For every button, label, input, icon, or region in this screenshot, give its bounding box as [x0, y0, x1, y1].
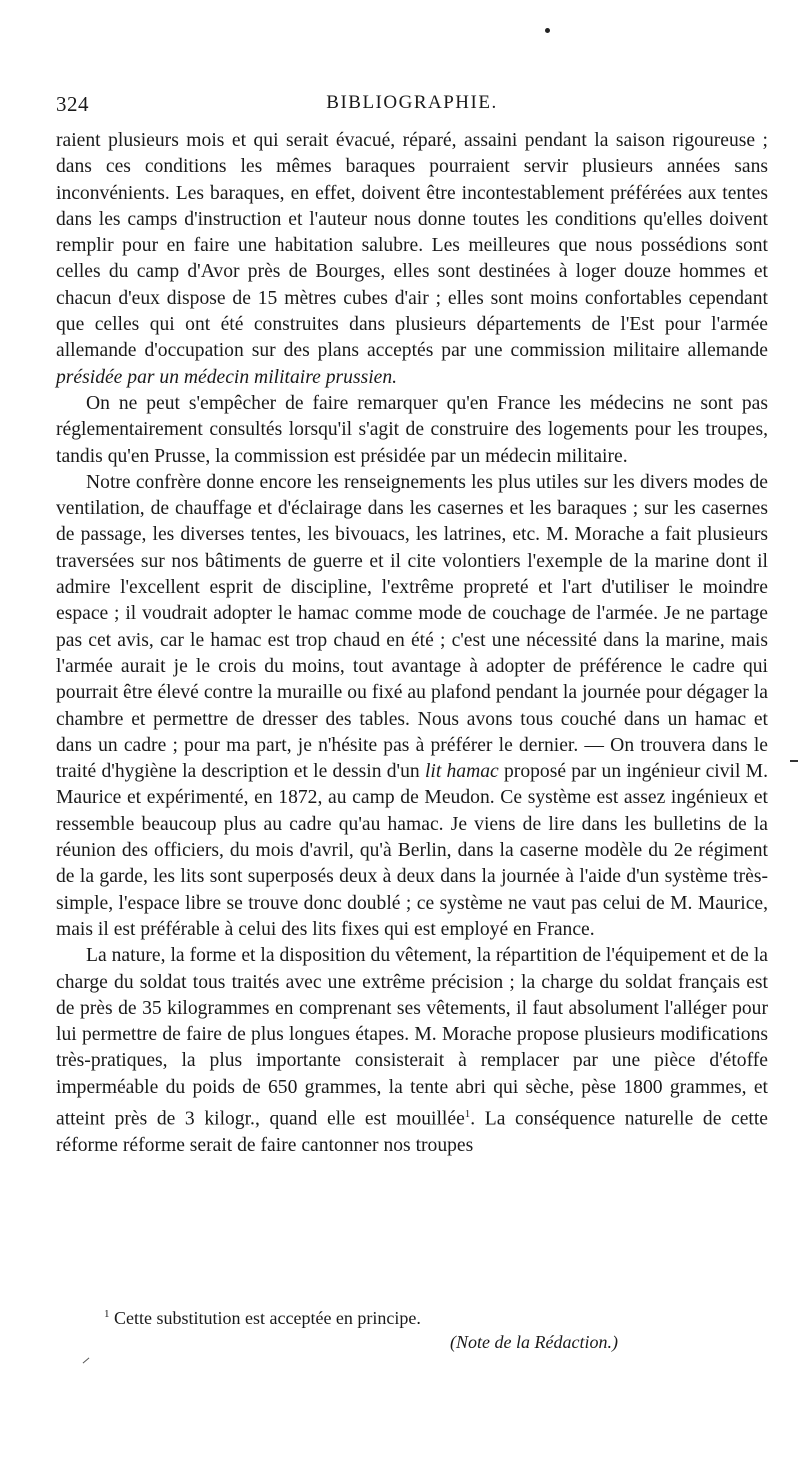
scan-speck — [545, 28, 550, 33]
footnote-marker: 1 — [104, 1308, 110, 1320]
emphasis-text: présidée par un médecin militaire prussien. — [56, 366, 398, 388]
paragraph-text: Notre confrère donne encore les renseignements les plus utiles sur les divers modes de ventilation, de chauffage et d'éclairage dans les casernes et les baraques ; sur les casernes de passage, les diverses tentes, les bivouacs, les latrines, etc. M. Morache a fait plusieurs traversées sur nos bâtiments de guerre et il cite volontiers l'exemple de la marine dont il admire l'excellent esprit de discipline, l'extrême propreté et l'art d'utiliser le moindre espace ; il voudrait adopter le hamac comme mode de couchage de l'armée. Je ne partage pas cet avis, car le hamac est trop chaud en été ; c'est une nécessité dans la marine, mais l'armée aurait je le crois du moins, tout avantage à adopter de préférence le cadre qui pourrait être élevé contre la muraille ou fixé au plafond pendant la journée pour dégager la chambre et permettre de dresser des tables. Nous avons tous couché dans un hamac et dans un cadre ; pour ma part, je n'hésite pas à préférer le dernier. — On trouvera dans le traité d'hygiène la description et le dessin d'un — [56, 471, 768, 783]
paragraph-4 — [56, 943, 768, 1159]
paragraph-text: La nature, la forme et la disposition du vêtement, la répartition de l'équipement et de la charge du soldat tous traités avec une extrême précision ; la charge du soldat français est de près de 35 kilogrammes en comprenant ses vêtements, il faut absolument l'alléger pour lui permettre de faire de plus longues étapes. M. Morache propose plusieurs modifications très-pratiques, la plus importante consisterait à remplacer par une pièce d'étoffe imperméable du poids de 650 grammes, la tente abri qui sèche, pèse 1800 grammes, et atteint près de 3 kilogr., quand elle est mouillée — [56, 945, 768, 1130]
body-text — [56, 128, 768, 1159]
footnote-line — [56, 1302, 768, 1330]
paragraph-text-cont: . La conséquence naturelle de cette réforme réforme serait de faire cantonner nos troupes — [56, 1108, 768, 1156]
footnote — [56, 1302, 768, 1354]
footnote-reference[interactable]: 1 — [464, 1107, 471, 1120]
page-number: 324 — [56, 92, 89, 116]
running-title: BIBLIOGRAPHIE. — [326, 92, 498, 113]
margin-mark — [790, 760, 798, 762]
paragraph-1 — [56, 128, 768, 391]
running-header — [56, 92, 768, 122]
paragraph-text: raient plusieurs mois et qui serait évacué, réparé, assaini pendant la saison rigoureuse ; dans ces conditions les mêmes baraques pourraient servir plusieurs années sans inconvénients. Les baraques, en effet, doivent être incontestablement préférées aux tentes dans les camps d'instruction et l'auteur nous donne toutes les conditions qu'elles doivent remplir pour en faire une habitation salubre. Les meilleures que nous possédions sont celles du camp d'Avor près de Bourges, elles sont destinées à loger douze hommes et chacun d'eux dispose de 15 mètres cubes d'air ; elles sont moins confortables cependant que celles qui ont été construites dans plusieurs départements de l'Est pour l'armée allemande d'occupation sur des plans acceptés par une commission militaire allemande — [56, 130, 768, 362]
emphasis-text: lit hamac — [424, 761, 499, 783]
footnote-signature: (Note de la Rédaction.) — [450, 1332, 618, 1352]
paragraph-text: On ne peut s'empêcher de faire remarquer qu'en France les médecins ne sont pas réglementairement consultés lorsqu'il s'agit de construire des logements pour les troupes, tandis qu'en Prusse, la commission est présidée par un médecin militaire. — [56, 392, 768, 467]
paragraph-3 — [56, 470, 768, 943]
paragraph-2 — [56, 391, 768, 470]
paragraph-text-cont: proposé par un ingénieur civil M. Maurice et expérimenté, en 1872, au camp de Meudon. Ce système est assez ingénieux et ressemble beaucoup plus au cadre qu'au hamac. Je viens de lire dans les bulletins de la réunion des officiers, du mois d'avril, qu'à Berlin, dans la caserne modèle du 2e régiment de la garde, les lits sont superposés deux à deux dans la journée à l'aide d'un système très-simple, l'espace libre se trouve donc doublé ; ce système ne vaut pas celui de M. Maurice, mais il est préférable à celui des lits fixes qui est employé en France. — [56, 761, 768, 940]
footnote-tick — [83, 1358, 90, 1364]
footnote-text: Cette substitution est acceptée en principe. — [114, 1308, 421, 1328]
